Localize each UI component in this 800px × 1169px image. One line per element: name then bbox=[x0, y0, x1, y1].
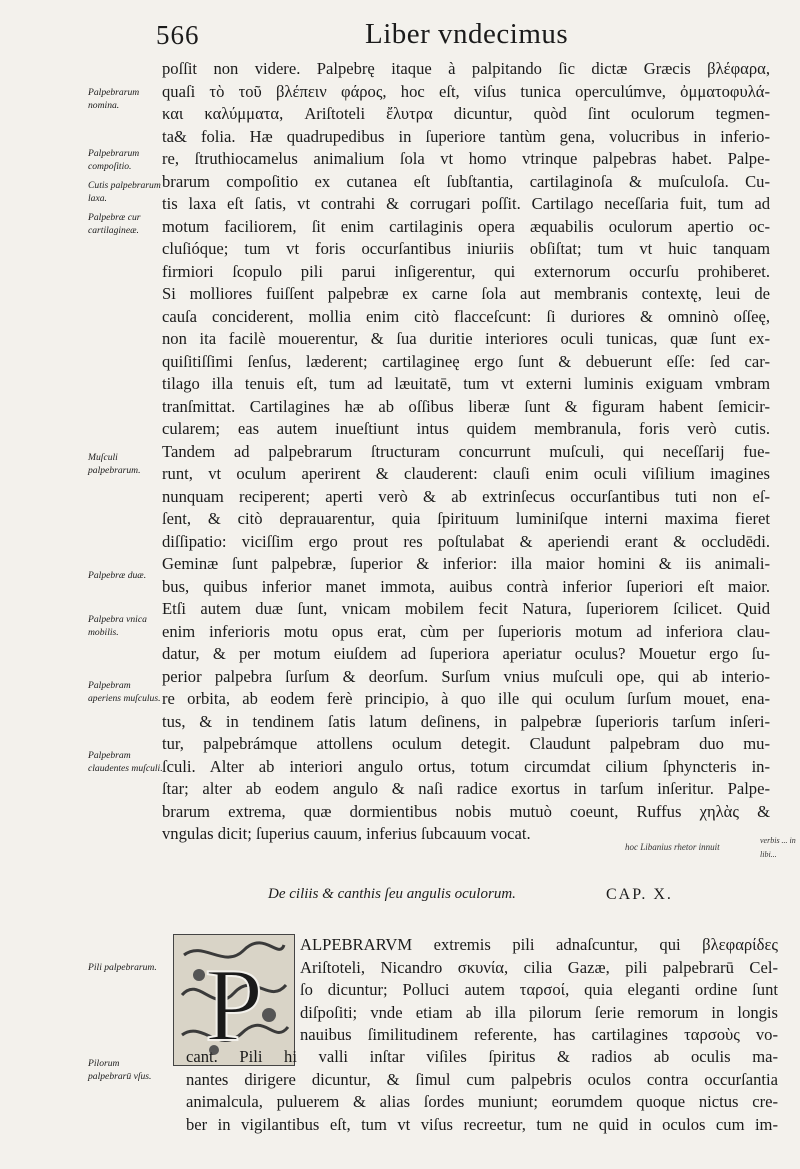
text-line: motum faciliorem, ſit enim cartilaginis opera æquabilis oculorum apertio oc- bbox=[162, 216, 770, 236]
text-line: tis laxa eſt ſatis, vt contrahi & corrugari poſſit. Cartilago neceſſaria fuit, tum ad bbox=[162, 194, 770, 213]
page-number: 566 bbox=[156, 20, 200, 50]
text-line: diſpoſiti; vnde etiam ab illa pilorum ſerie remorum in longis bbox=[300, 1002, 778, 1022]
text-line: ALPEBRARVM extremis pili adnaſcuntur, qui βλεφαρίδες bbox=[300, 935, 778, 954]
chapter-title: De ciliis & canthis ſeu angulis oculorum. bbox=[268, 886, 516, 902]
text-line: datur, & per motum eiuſdem ad ſuperiora aperiatur oculus? Mouetur ergo ſu- bbox=[162, 644, 770, 663]
margin-note: Palpebræ duæ. bbox=[88, 570, 147, 581]
text-line: cauſa conciderent, mollia enim citò flacceſcunt: ſi duriores & omninò oſſeę, bbox=[162, 306, 770, 326]
margin-note: Palpebrarum nomina. bbox=[88, 87, 140, 111]
text-line: ſo dicuntur; Polluci autem ταρσοί, quia eleganti ordine ſunt bbox=[300, 980, 778, 999]
text-line: vngulas dicit; ſuperius cauum, inferius ſubcauum vocat. bbox=[162, 824, 531, 843]
margin-note: Pili palpebrarum. bbox=[88, 962, 157, 973]
text-line: nunquam reciperent; aperti verò & ab extrinſecus occurſantibus tuti non eſ- bbox=[162, 486, 770, 506]
text-line: quiſitiſſimi ſenſus, læderent; cartilagineę ergo ſunt & debuerunt eſſe: ſed car- bbox=[162, 351, 770, 371]
text-line: cularem; eas autem inueſtiunt intus quidem membranula, foris verò cutis. bbox=[162, 419, 770, 438]
text-line: firmiori ſcopulo pili parui inſigerentur, qui externorum occurſu prohiberet. bbox=[162, 261, 770, 281]
text-line: Ariſtoteli, Nicandro σκυνία, cilia Gazæ, pili palpebrarū Cel- bbox=[300, 957, 778, 977]
margin-note: Palpebrarum compoſitio. bbox=[88, 148, 140, 172]
text-line: non ita facilè mouerentur, & ſua duritie interiores oculi tunicas, quæ ſunt ex- bbox=[162, 329, 770, 348]
text-line: ta& folia. Hæ quadrupedibus in ſuperiore tantùm gena, volucribus in inferio- bbox=[162, 126, 770, 146]
text-line: Si molliores fuiſſent palpebræ ex carne ſola aut membranis contextę, leui de bbox=[162, 284, 770, 303]
text-line: runt, vt oculum aperirent & clauderent: clauſi enim oculi viſilium imagines bbox=[162, 464, 770, 483]
text-line: tus, & in tendinem ſatis latum deſinens, in palpebræ ſuperioris tarſum inſeri- bbox=[162, 711, 770, 731]
text-line: tranſmittat. Cartilagines hæ ab oſſibus liberæ ſunt & figuram habent ſemicir- bbox=[162, 396, 770, 416]
margin-note: Palpebram claudentes muſculi. bbox=[88, 750, 163, 774]
text-line: re, ſtruthiocamelus animalium ſola vt homo vtrinque palpebras habet. Palpe- bbox=[162, 149, 770, 168]
margin-note: Palpebram aperiens muſculus. bbox=[88, 680, 161, 704]
text-line: ſculi. Alter ab interiori angulo ortus, totum circumdat cilium ſphyncteris in- bbox=[162, 756, 770, 776]
main-text-block bbox=[162, 58, 770, 846]
margin-note: Pilorum palpebrarū vſus. bbox=[88, 1058, 152, 1082]
text-line: ſent, & citò deprauarentur, quia ſpirituum luminiſque interni maxima fieret bbox=[162, 509, 770, 528]
initial-letter: P bbox=[204, 946, 264, 1063]
text-line: bus, quibus inferior manet immota, auibus contrà inferior ſuperiori eſt maior. bbox=[162, 576, 770, 596]
text-line: brarum extrema, quæ dormientibus nobis mutuò coeunt, Ruffus χηλὰς & bbox=[162, 801, 770, 821]
handwritten-edge-annotation: verbis ... in libi... bbox=[760, 836, 796, 859]
chapter-heading bbox=[268, 886, 688, 903]
text-line: quaſi τὸ τοῦ βλέπειν φάρος, hoc eſt, viſus tunica operculúmve, ὀμματοφυλά- bbox=[162, 81, 770, 101]
text-line: cant. Pili hi valli inſtar viſiles ſpiritus & radios ab oculis ma- bbox=[186, 1047, 778, 1066]
text-line: diſſipatio: viciſſim ergo prout res poſtulabat & aperiendi erant & occludēdi. bbox=[162, 531, 770, 551]
handwritten-annotation: hoc Libanius rhetor innuit bbox=[625, 842, 720, 852]
text-line: nauibus ſimilitudinem referente, has cartilagines ταρσοὺς vo- bbox=[300, 1025, 778, 1044]
text-line: και καλύμματα, Ariſtoteli ἔλυτρα dicuntur, quòd ſint oculorum tegmen- bbox=[162, 104, 770, 123]
text-line: ber in vigilantibus eſt, tum vt viſus recreetur, tum ne quid in oculos cum im- bbox=[186, 1114, 778, 1134]
text-line: poſſit non videre. Palpebrę itaque à palpitando ſic dictæ Græcis βλέφαρα, bbox=[162, 59, 770, 78]
text-line: Geminæ ſunt palpebræ, ſuperior & inferior: illa maior homini & iis animali- bbox=[162, 554, 770, 573]
text-line: tilago illa tenuis eſt, tum ad læuitatē, tum vt externi luminis exiguam vmbram bbox=[162, 374, 770, 393]
text-line: nantes dirigere dicuntur, & ſimul cum palpebris oculos contra occurſantia bbox=[186, 1069, 778, 1089]
margin-note: Palpebra vnica mobilis. bbox=[88, 614, 147, 638]
text-line: animalcula, puluerem & alias ſordes muniunt; eorumdem quoque nictus cre- bbox=[186, 1092, 778, 1111]
margin-note: Cutis palpebrarum laxa. bbox=[88, 180, 161, 204]
text-line: re orbita, ab eodem ferè principio, à quo ille qui oculum ſurſum mouet, ena- bbox=[162, 689, 770, 708]
text-line: enim inferioris motu opus erat, cùm per ſuperioris motum ad inferiora clau- bbox=[162, 621, 770, 641]
text-line: tur, palpebrámque attollens oculum detegit. Claudunt palpebram duo mu- bbox=[162, 734, 770, 753]
text-line: ſtar; alter ab eodem angulo & naſi radice exortus in tarſum inſeritur. Palpe- bbox=[162, 779, 770, 798]
chapter-number: CAP. X. bbox=[606, 886, 673, 903]
running-title: Liber vndecimus bbox=[365, 18, 569, 50]
chapter-text-full bbox=[186, 1046, 778, 1136]
text-line: cluſióque; tum vt foris occurſantibus iniuriis obſiſtat; tum vt huic tanquam bbox=[162, 239, 770, 258]
text-line: Tandem ad palpebrarum ſtructuram concurrunt muſculi, qui neceſſarij fue- bbox=[162, 441, 770, 461]
text-line: perior palpebra ſurſum & deorſum. Surſum vnius muſculi ope, qui ab interio- bbox=[162, 666, 770, 686]
margin-note: Palpebræ cur cartilagineæ. bbox=[88, 212, 141, 236]
text-line: brarum compoſitio ex cutanea eſt ſubſtantia, cartilaginoſa & muſculoſa. Cu- bbox=[162, 171, 770, 191]
chapter-text-beside-initial bbox=[300, 934, 778, 1047]
margin-note: Muſculi palpebrarum. bbox=[88, 452, 141, 476]
text-line: Etſi autem duæ ſunt, vnicam mobilem fecit Natura, ſuperiorem ſcilicet. Quid bbox=[162, 599, 770, 618]
